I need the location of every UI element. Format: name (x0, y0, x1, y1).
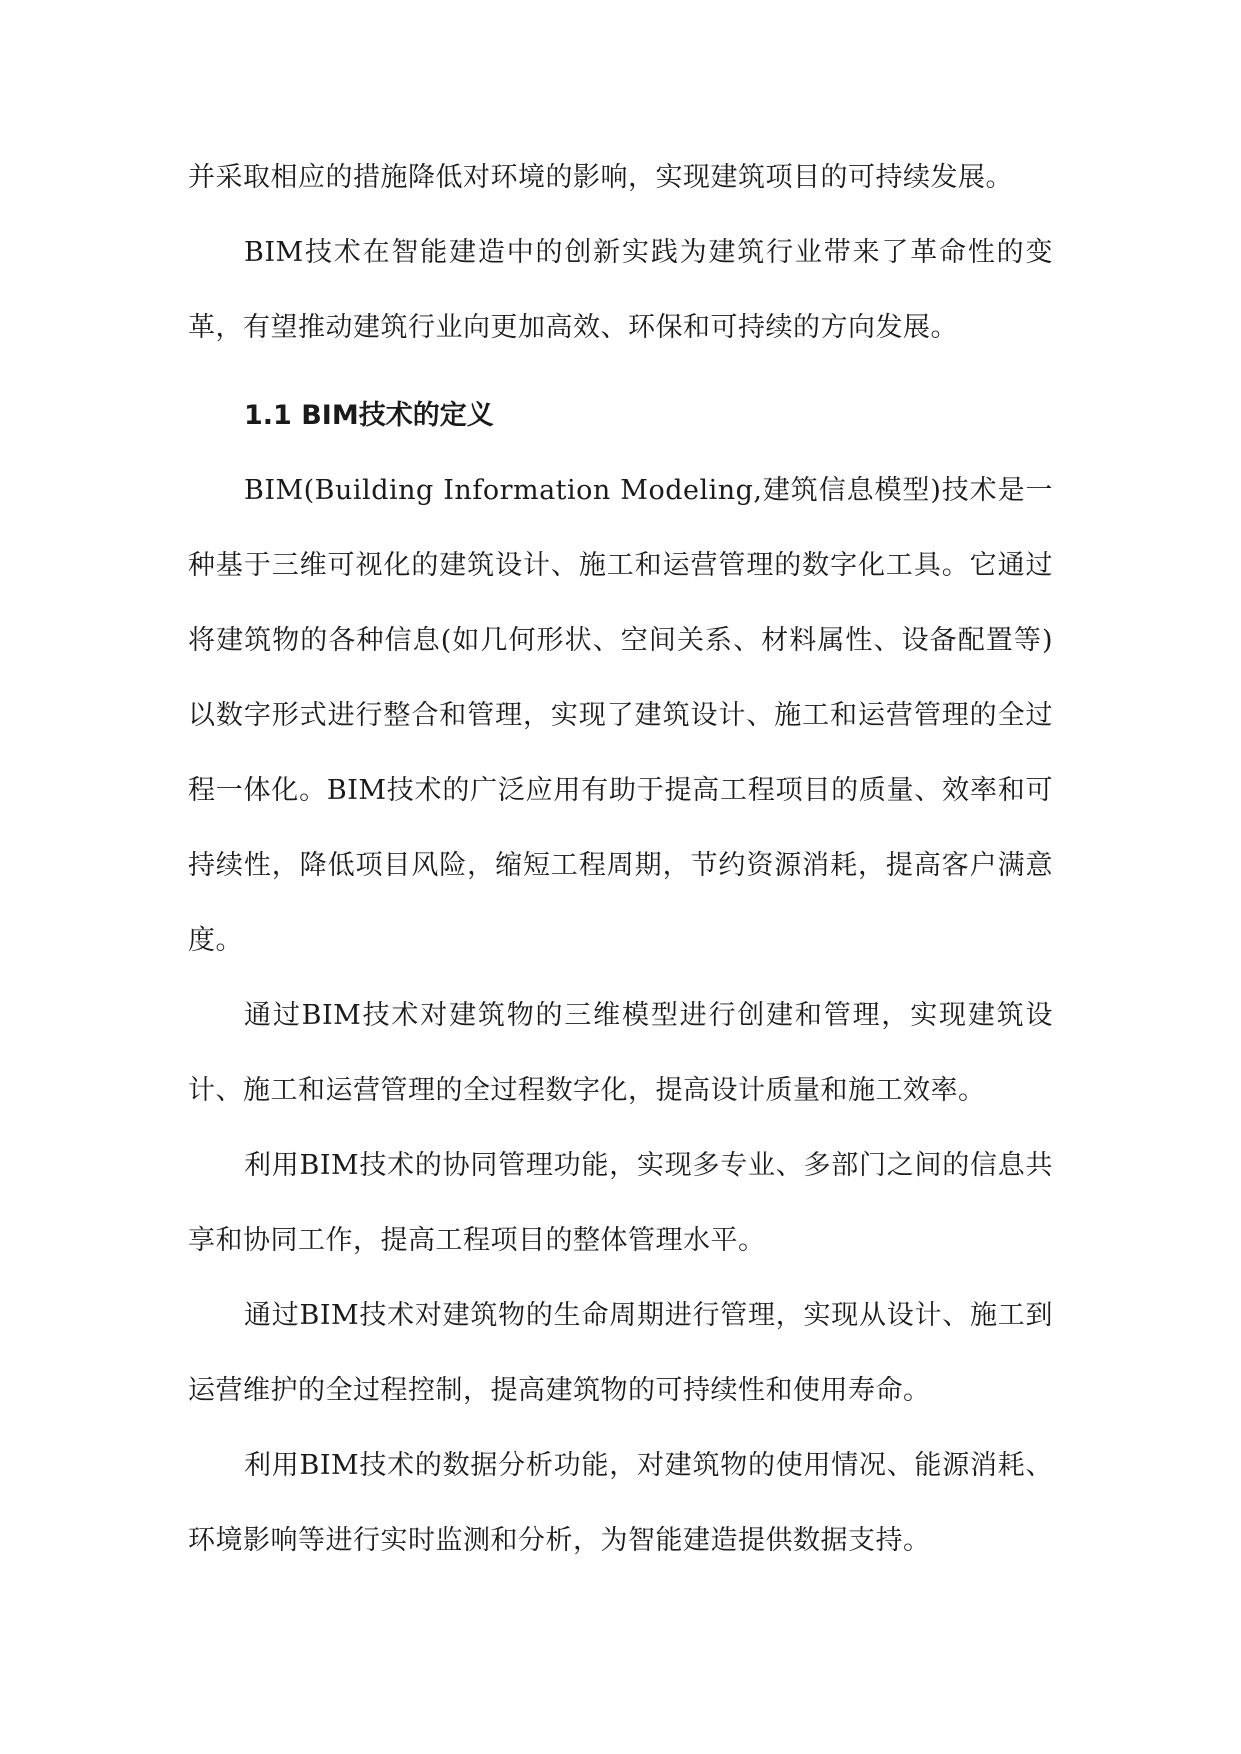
paragraph-collaboration: 利用BIM技术的协同管理功能，实现多专业、多部门之间的信息共享和协同工作，提高工程项目的整体管理水平。 (188, 1150, 1053, 1256)
paragraph-3d-model: 通过BIM技术对建筑物的三维模型进行创建和管理，实现建筑设计、施工和运营管理的全过程数字化，提高设计质量和施工效率。 (188, 1000, 1053, 1106)
paragraph-lifecycle: 通过BIM技术对建筑物的生命周期进行管理，实现从设计、施工到运营维护的全过程控制，提高建筑物的可持续性和使用寿命。 (188, 1300, 1053, 1406)
paragraph-data-analysis: 利用BIM技术的数据分析功能，对建筑物的使用情况、能源消耗、环境影响等进行实时监测和分析，为智能建造提供数据支持。 (188, 1450, 1053, 1556)
section-heading: 1.1 BIM技术的定义 (244, 400, 494, 431)
document-body (188, 140, 1053, 1578)
paragraph-continuation: 并采取相应的措施降低对环境的影响，实现建筑项目的可持续发展。 (188, 162, 1013, 193)
paragraph-summary: BIM技术在智能建造中的创新实践为建筑行业带来了革命性的变革，有望推动建筑行业向更加高效、环保和可持续的方向发展。 (188, 237, 1053, 343)
paragraph-definition: BIM(Building Information Modeling,建筑信息模型)技术是一种基于三维可视化的建筑设计、施工和运营管理的数字化工具。它通过将建筑物的各种信息(如几何形状、空间关系、材料属性、设备配置等)以数字形式进行整合和管理，实现了建筑设计、施工和运营管理的全过程一体化。BIM技术的广泛应用有助于提高工程项目的质量、效率和可持续性，降低项目风险，缩短工程周期，节约资源消耗，提高客户满意度。 (188, 475, 1053, 956)
